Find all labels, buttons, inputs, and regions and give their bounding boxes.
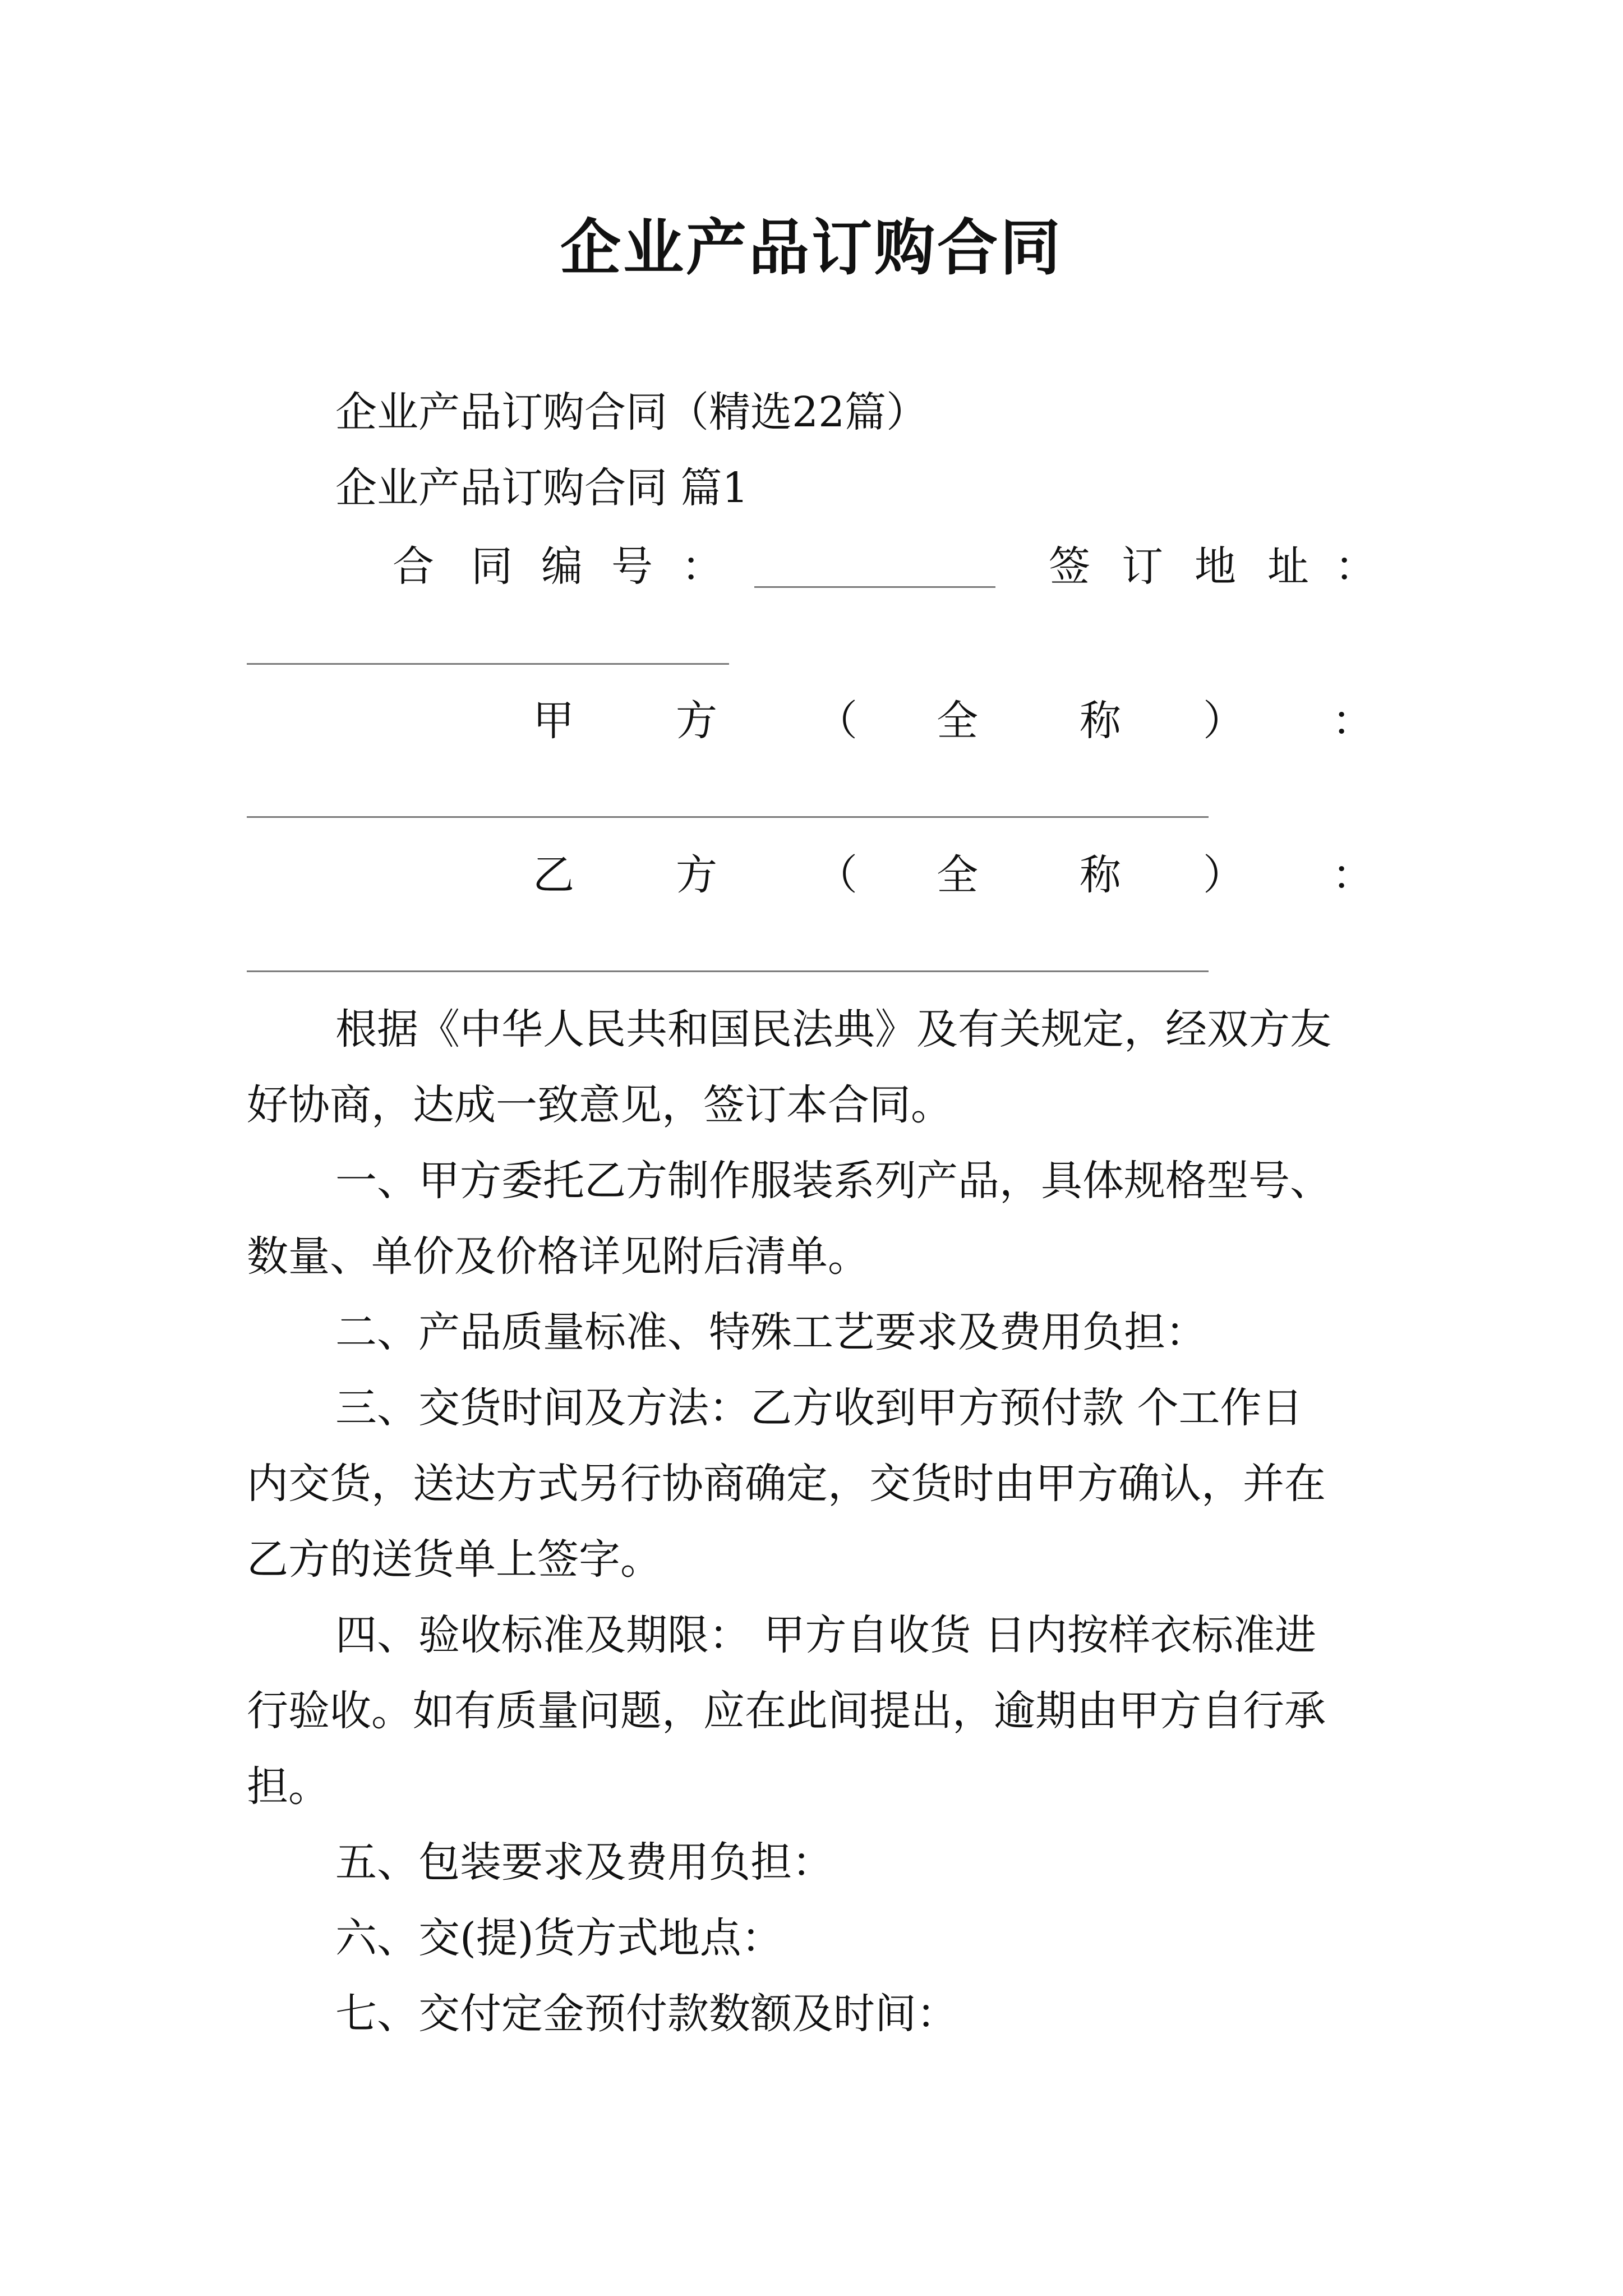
paragraph-line: 一、甲方委托乙方制作服装系列产品，具体规格型号、 xyxy=(335,1157,1331,1205)
label-char: 全 xyxy=(937,851,978,899)
paragraph-line: 二、产品质量标准、特殊工艺要求及费用负担： xyxy=(335,1308,1207,1356)
paragraph-line: 数量、单价及价格详见附后清单。 xyxy=(247,1232,869,1281)
section-heading: 企业产品订购合同 篇1 xyxy=(335,464,749,512)
paragraph-line: 五、包装要求及费用负担： xyxy=(335,1838,833,1887)
contract-number-blank xyxy=(754,586,995,588)
sign-address-label xyxy=(1049,541,1376,592)
label-char: ： xyxy=(1332,851,1373,899)
paragraph-line: 四、验收标准及期限： 甲方自收货 日内按样衣标准进 xyxy=(335,1611,1317,1659)
paragraph-line: 好协商，达成一致意见，签订本合同。 xyxy=(247,1081,952,1129)
paragraph-line: 担。 xyxy=(247,1763,330,1811)
sign-address-blank xyxy=(247,663,729,665)
label-char: 方 xyxy=(676,851,717,899)
label-char: 方 xyxy=(676,697,717,745)
label-char: 全 xyxy=(937,697,978,745)
label-char: （ xyxy=(816,697,857,745)
label-char: 签 xyxy=(1049,542,1090,591)
paragraph-line: 内交货，送达方式另行协商确定，交货时由甲方确认，并在 xyxy=(247,1460,1326,1508)
label-char: 称 xyxy=(1080,851,1121,899)
party-a-label xyxy=(533,696,1374,746)
paragraph-line: 六、交(提)货方式地点： xyxy=(335,1914,783,1962)
label-char: 合 xyxy=(393,542,434,591)
paragraph-line: 三、交货时间及方法：乙方收到甲方预付款 个工作日 xyxy=(335,1384,1303,1432)
paragraph-line: 行验收。如有质量问题，应在此间提出，逾期由甲方自行承 xyxy=(247,1687,1326,1735)
label-char: ） xyxy=(1203,851,1244,899)
label-char: 编 xyxy=(541,542,583,591)
party-a-blank xyxy=(247,816,1209,818)
contract-number-label xyxy=(393,541,751,592)
paragraph-line: 根据《中华人民共和国民法典》及有关规定，经双方友 xyxy=(335,1005,1331,1053)
label-char: 号 xyxy=(611,542,653,591)
document-subtitle: 企业产品订购合同（精选22篇） xyxy=(335,388,928,436)
label-char: 订 xyxy=(1122,542,1163,591)
label-char: 乙 xyxy=(533,851,574,899)
label-char: 甲 xyxy=(533,697,574,745)
label-char: ： xyxy=(1332,697,1373,745)
label-char: ： xyxy=(1335,542,1376,591)
label-char: 地 xyxy=(1195,542,1236,591)
party-b-label xyxy=(533,850,1374,900)
label-char: 址 xyxy=(1267,542,1309,591)
paragraph-line: 乙方的送货单上签字。 xyxy=(247,1535,662,1584)
label-char: ） xyxy=(1203,697,1244,745)
party-b-blank xyxy=(247,970,1209,972)
label-char: 称 xyxy=(1080,697,1121,745)
document-title: 企业产品订购合同 xyxy=(560,213,1063,283)
paragraph-line: 七、交付定金预付款数额及时间： xyxy=(335,1990,958,2038)
label-char: 同 xyxy=(471,542,513,591)
label-char: （ xyxy=(816,851,857,899)
label-char: ： xyxy=(681,542,723,591)
